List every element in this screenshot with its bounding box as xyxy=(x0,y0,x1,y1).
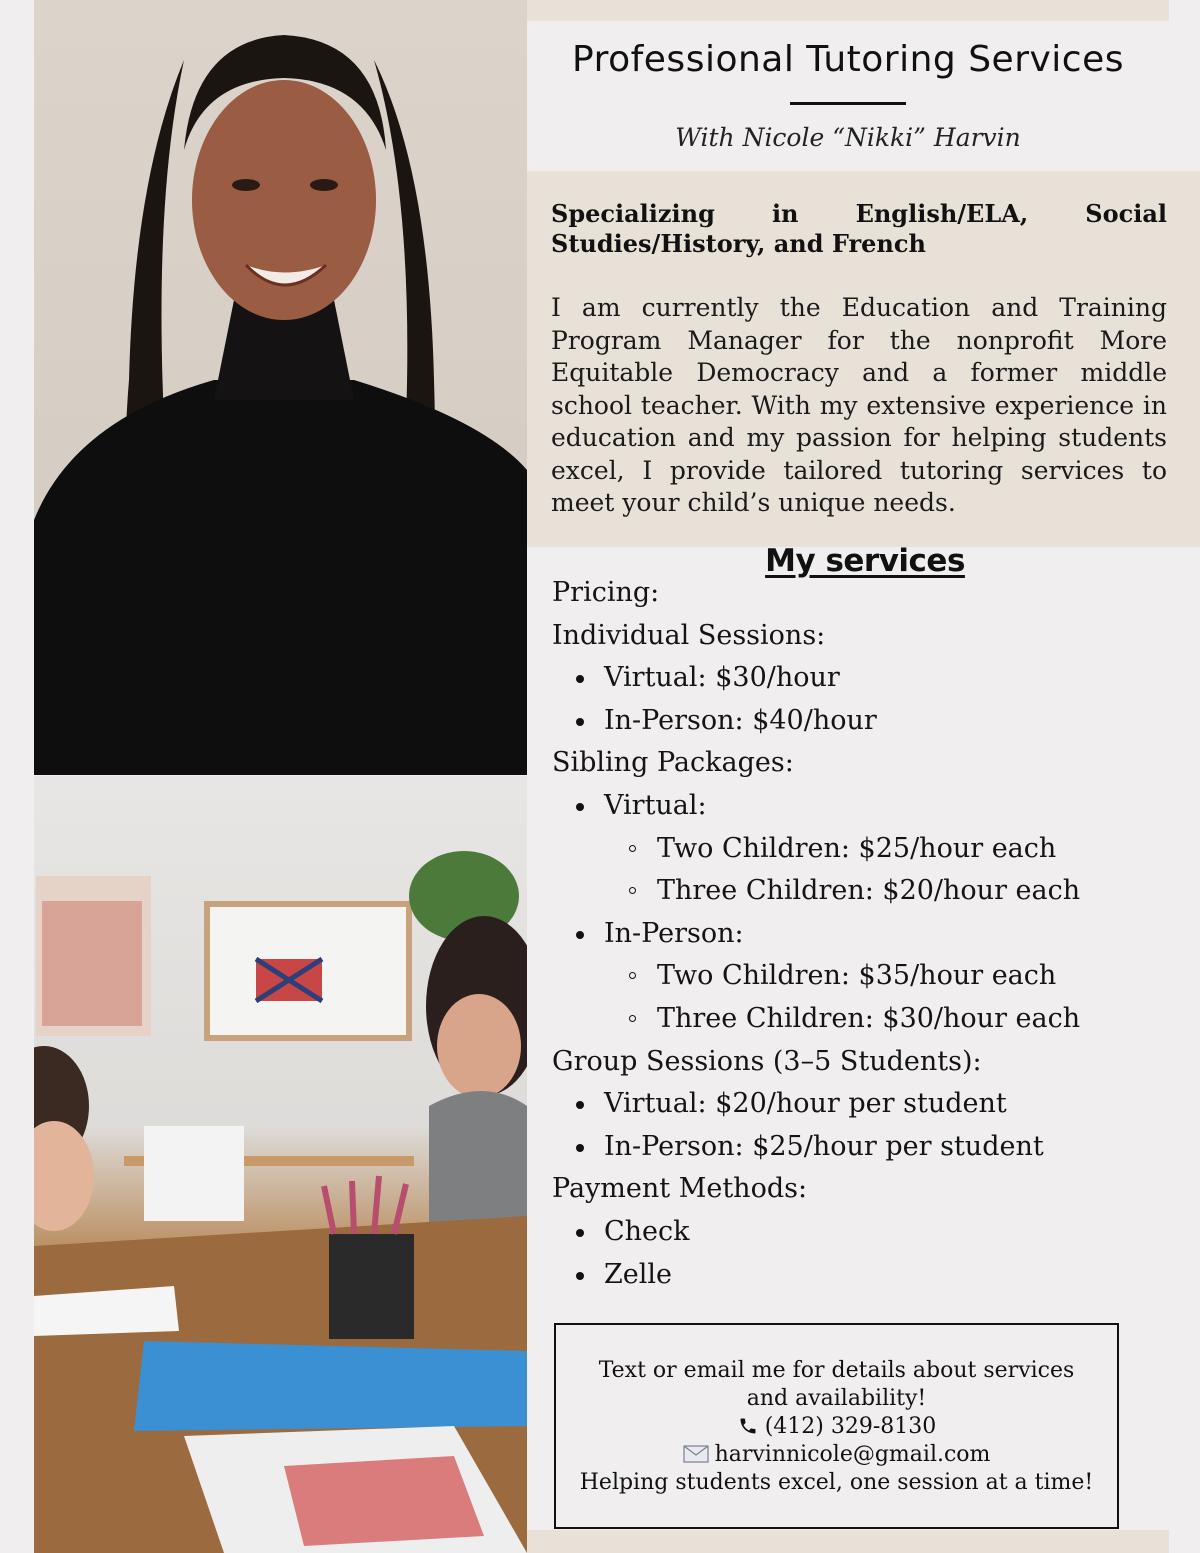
page-subtitle: With Nicole “Nikki” Harvin xyxy=(675,123,1021,152)
payment-methods-label: Payment Methods: xyxy=(552,1173,808,1205)
sub-list-item: Two Children: $25/hour each xyxy=(552,828,1172,871)
page-title: Professional Tutoring Services xyxy=(572,39,1124,80)
sub-list-item: Three Children: $30/hour each xyxy=(552,998,1172,1041)
classroom-photo xyxy=(34,776,527,1553)
bio-paragraph: I am currently the Education and Training Program Manager for the nonprofit More Equitable Democracy and a former middle school teacher. With my extensive experience in education and my passion for helping students excel, I provide tailored tutoring services to meet your child’s unique needs. xyxy=(551,293,1167,517)
list-item: Check xyxy=(552,1211,1172,1254)
list-item: In-Person: $25/hour per student xyxy=(552,1126,1172,1169)
phone-number[interactable]: (412) 329-8130 xyxy=(764,1414,937,1439)
services-list xyxy=(552,572,1172,1296)
contact-line-2: and availability! xyxy=(746,1386,927,1411)
sub-list-item: Two Children: $35/hour each xyxy=(552,955,1172,998)
contact-line-1: Text or email me for details about services xyxy=(598,1358,1075,1383)
portrait-photo xyxy=(34,0,527,775)
contact-box xyxy=(554,1323,1119,1529)
list-item: Virtual: xyxy=(552,785,1172,828)
email-address[interactable]: harvinnicole@gmail.com xyxy=(714,1442,991,1467)
phone-icon xyxy=(737,1413,759,1441)
group-sessions-label: Group Sessions (3–5 Students): xyxy=(552,1045,982,1077)
list-item: In-Person: $40/hour xyxy=(552,700,1172,743)
list-item: Virtual: $30/hour xyxy=(552,657,1172,700)
bottom-accent-bar xyxy=(527,1530,1169,1553)
list-item: Virtual: $20/hour per student xyxy=(552,1083,1172,1126)
top-accent-bar xyxy=(527,0,1169,21)
individual-sessions-label: Individual Sessions: xyxy=(552,619,826,651)
phone-row xyxy=(556,1413,1117,1441)
photo-column xyxy=(34,0,527,1553)
list-item: In-Person: xyxy=(552,913,1172,956)
title-divider xyxy=(790,102,906,105)
envelope-icon xyxy=(683,1441,709,1469)
list-item: Zelle xyxy=(552,1254,1172,1297)
tagline: Helping students excel, one session at a time! xyxy=(579,1470,1094,1495)
pricing-label: Pricing: xyxy=(552,577,660,608)
sibling-packages-label: Sibling Packages: xyxy=(552,747,794,779)
page-header xyxy=(527,21,1169,171)
email-row xyxy=(556,1441,1117,1469)
sub-list-item: Three Children: $20/hour each xyxy=(552,870,1172,913)
specialty-statement: Specializing in English/ELA, Social Studies/History, and French xyxy=(551,199,1167,258)
intro-panel xyxy=(527,171,1200,547)
services-heading: My services xyxy=(765,543,965,579)
